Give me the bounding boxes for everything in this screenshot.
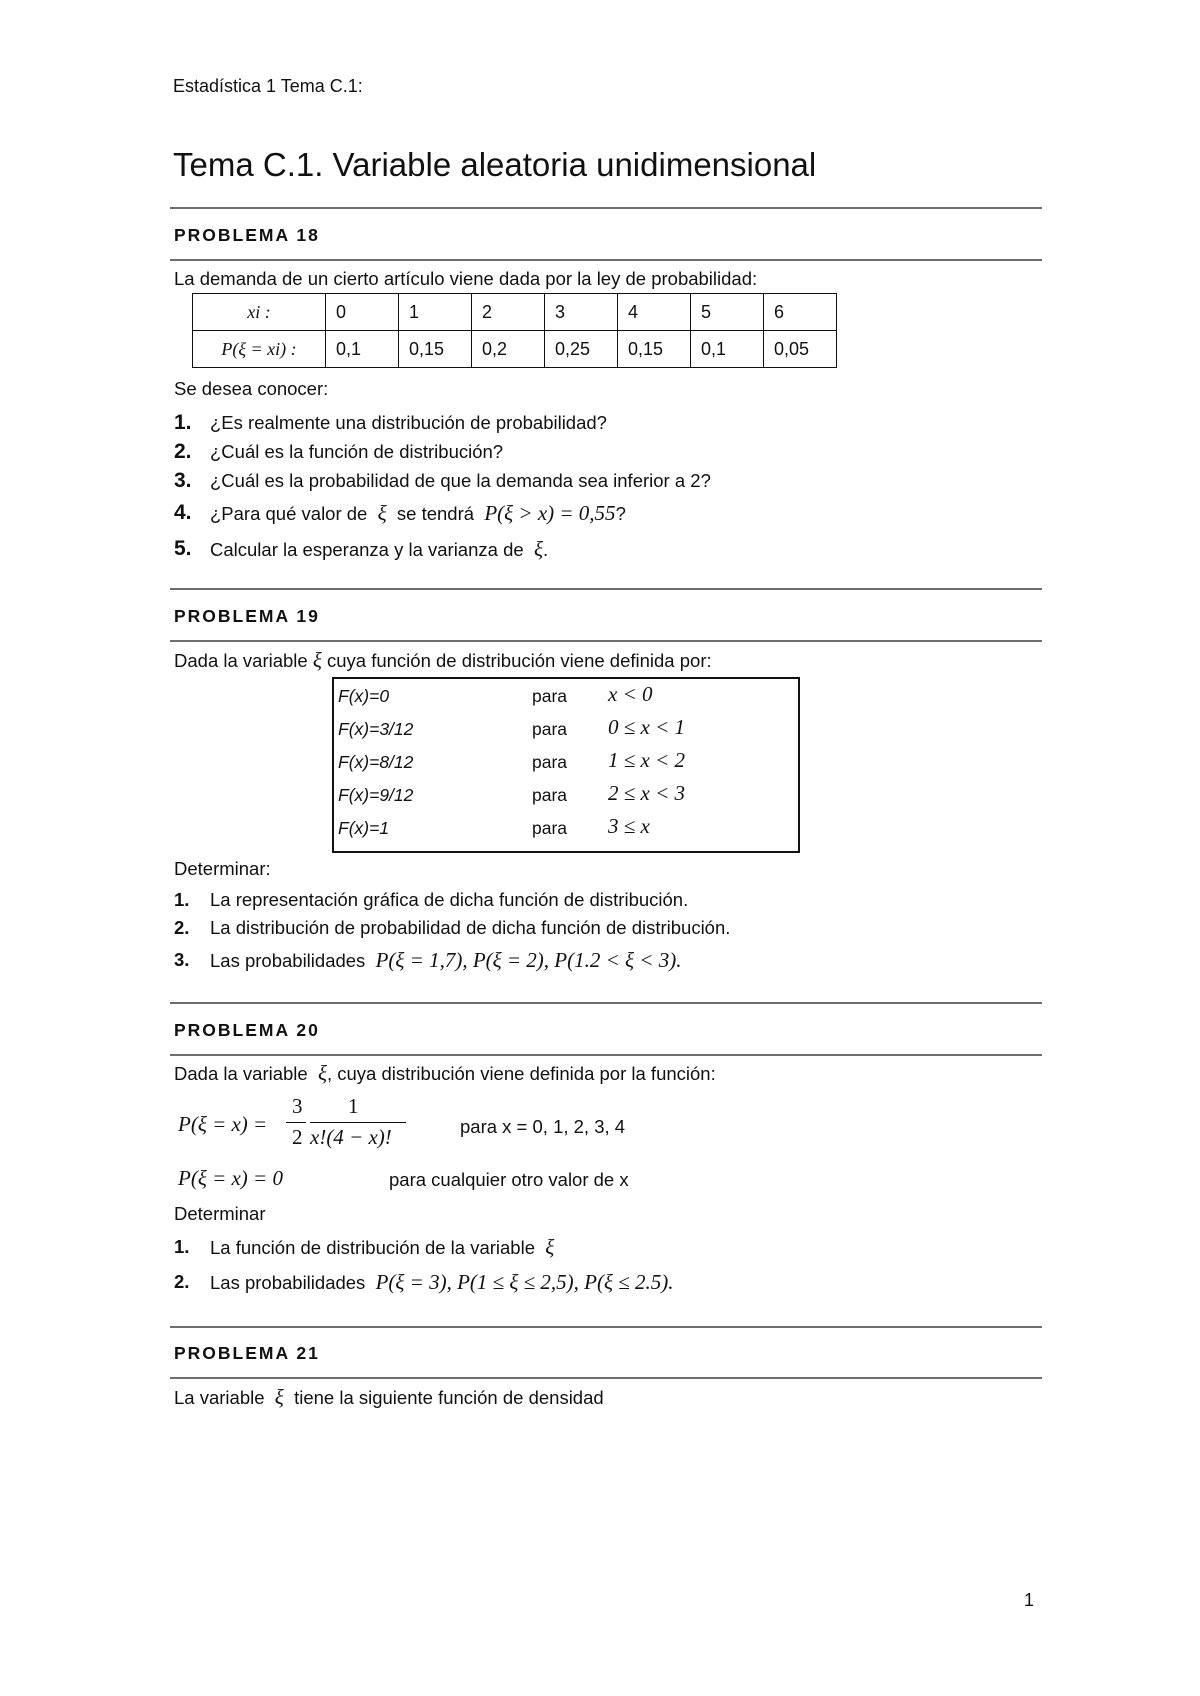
divider — [170, 1054, 1042, 1056]
table-cell: 0,05 — [764, 331, 837, 368]
para-label: para — [532, 719, 568, 739]
denominator: x!(4 − x)! — [310, 1125, 392, 1149]
denominator: 2 — [292, 1125, 303, 1149]
list-item — [174, 942, 730, 979]
para-label: para — [532, 752, 568, 772]
math-expression: P(ξ = 1,7), P(ξ = 2), P(1.2 < ξ < 3). — [375, 948, 682, 972]
table-cell: 3 — [545, 294, 618, 331]
problem-20-ask: Determinar — [174, 1203, 266, 1224]
item-text: ? — [615, 503, 626, 524]
para-label: para — [532, 785, 568, 805]
math-expression: P(ξ > x) = 0,55 — [484, 501, 616, 525]
probability-table — [192, 293, 837, 368]
item-text: Las probabilidades — [210, 1272, 366, 1293]
item-text: La representación gráfica de dicha función de distribución. — [210, 889, 689, 910]
intro-text: La variable — [174, 1387, 265, 1408]
list-item — [174, 914, 730, 942]
function-value: F(x)=0 — [338, 686, 390, 706]
list-item — [174, 408, 711, 437]
item-number: 2. — [174, 1271, 190, 1292]
numerator: 3 — [292, 1094, 303, 1118]
function-value: F(x)=3/12 — [338, 719, 414, 739]
item-text: Calcular la esperanza y la varianza de — [210, 539, 524, 560]
xi-symbol: ξ — [312, 648, 322, 672]
table-cell: 6 — [764, 294, 837, 331]
table-row — [193, 294, 837, 331]
page-header: Estadística 1 Tema C.1: — [173, 76, 363, 96]
condition: 2 ≤ x < 3 — [608, 781, 686, 805]
xi-symbol: ξ — [533, 537, 543, 561]
table-cell: 0 — [326, 294, 399, 331]
list-item — [174, 886, 730, 914]
equation-condition: para x = 0, 1, 2, 3, 4 — [460, 1116, 626, 1137]
divider — [170, 1326, 1042, 1328]
table-cell: 0,1 — [691, 331, 764, 368]
list-item — [174, 532, 711, 567]
table-cell: 5 — [691, 294, 764, 331]
divider — [170, 1002, 1042, 1004]
table-cell: 1 — [399, 294, 472, 331]
problem-18-ask: Se desea conocer: — [174, 378, 329, 399]
intro-text: Dada la variable — [174, 1063, 308, 1084]
table-cell: 0,25 — [545, 331, 618, 368]
page-title: Tema C.1. Variable aleatoria unidimensional — [173, 146, 817, 183]
problem-20-questions — [174, 1230, 674, 1300]
item-number: 3. — [174, 469, 192, 492]
item-text: ¿Cuál es la probabilidad de que la demanda sea inferior a 2? — [210, 470, 711, 491]
list-item — [174, 466, 711, 495]
para-label: para — [532, 686, 568, 706]
item-text: ¿Cuál es la función de distribución? — [210, 441, 504, 462]
condition: 1 ≤ x < 2 — [608, 748, 686, 772]
item-text: se tendrá — [396, 503, 475, 524]
xi-symbol: ξ — [377, 501, 387, 525]
xi-symbol: ξ — [317, 1061, 327, 1085]
problem-20-intro — [174, 1061, 716, 1086]
problem-20-heading: PROBLEMA 20 — [174, 1020, 320, 1040]
para-label: para — [532, 818, 568, 838]
item-number: 1. — [174, 411, 192, 434]
table-row-label: P(ξ = xi) : — [193, 331, 326, 368]
divider — [170, 588, 1042, 590]
item-number: 2. — [174, 440, 192, 463]
problem-21-heading: PROBLEMA 21 — [174, 1343, 320, 1363]
list-item — [174, 1265, 674, 1300]
intro-text: Dada la variable — [174, 650, 308, 671]
xi-symbol: ξ — [545, 1235, 555, 1259]
divider — [170, 640, 1042, 642]
table-cell: 0,1 — [326, 331, 399, 368]
list-item — [174, 437, 711, 466]
item-number: 3. — [174, 949, 190, 970]
item-number: 2. — [174, 917, 190, 938]
list-item — [174, 1230, 674, 1265]
table-cell: 0,15 — [399, 331, 472, 368]
divider — [170, 1377, 1042, 1379]
problem-19-intro — [174, 648, 712, 673]
function-value: F(x)=9/12 — [338, 785, 414, 805]
table-row — [193, 331, 837, 368]
problem-19-ask: Determinar: — [174, 858, 271, 879]
problem-18-heading: PROBLEMA 18 — [174, 225, 320, 245]
item-text: La distribución de probabilidad de dicha función de distribución. — [210, 917, 731, 938]
item-text: La función de distribución de la variable — [210, 1237, 535, 1258]
item-text: Las probabilidades — [210, 950, 366, 971]
math-expression: P(ξ = 3), P(1 ≤ ξ ≤ 2,5), P(ξ ≤ 2.5). — [375, 1270, 674, 1294]
distribution-function-box — [332, 677, 800, 853]
fraction-bar — [286, 1122, 306, 1123]
equation: P(ξ = x) = 0 — [178, 1166, 283, 1190]
item-number: 1. — [174, 889, 190, 910]
item-text: ¿Para qué valor de — [210, 503, 368, 524]
condition: 3 ≤ x — [608, 814, 650, 838]
equation-condition: para cualquier otro valor de x — [389, 1169, 629, 1190]
problem-19-questions — [174, 886, 730, 979]
list-item — [174, 495, 711, 532]
xi-symbol: ξ — [274, 1385, 284, 1409]
function-value: F(x)=8/12 — [338, 752, 414, 772]
table-cell: 4 — [618, 294, 691, 331]
divider — [170, 259, 1042, 261]
problem-19-heading: PROBLEMA 19 — [174, 606, 320, 626]
table-cell: 2 — [472, 294, 545, 331]
numerator: 1 — [348, 1094, 359, 1118]
item-text: ¿Es realmente una distribución de probabilidad? — [210, 412, 607, 433]
equation-lhs: P(ξ = x) = — [178, 1112, 268, 1136]
fraction-bar — [310, 1122, 406, 1123]
page-number: 1 — [1024, 1590, 1035, 1610]
condition: 0 ≤ x < 1 — [608, 715, 686, 739]
problem-18-intro: La demanda de un cierto artículo viene dada por la ley de probabilidad: — [174, 268, 758, 289]
intro-text: cuya función de distribución viene definida por: — [326, 650, 712, 671]
intro-text: , cuya distribución viene definida por la función: — [326, 1063, 716, 1084]
problem-21-intro — [174, 1385, 604, 1410]
item-number: 4. — [174, 501, 192, 524]
table-row-label: xi : — [193, 294, 326, 331]
divider — [170, 207, 1042, 209]
function-value: F(x)=1 — [338, 818, 390, 838]
table-cell: 0,2 — [472, 331, 545, 368]
intro-text: tiene la siguiente función de densidad — [294, 1387, 604, 1408]
table-cell: 0,15 — [618, 331, 691, 368]
item-text: . — [542, 539, 549, 560]
condition: x < 0 — [608, 682, 653, 706]
item-number: 1. — [174, 1236, 190, 1257]
problem-18-questions — [174, 408, 711, 567]
item-number: 5. — [174, 537, 192, 560]
